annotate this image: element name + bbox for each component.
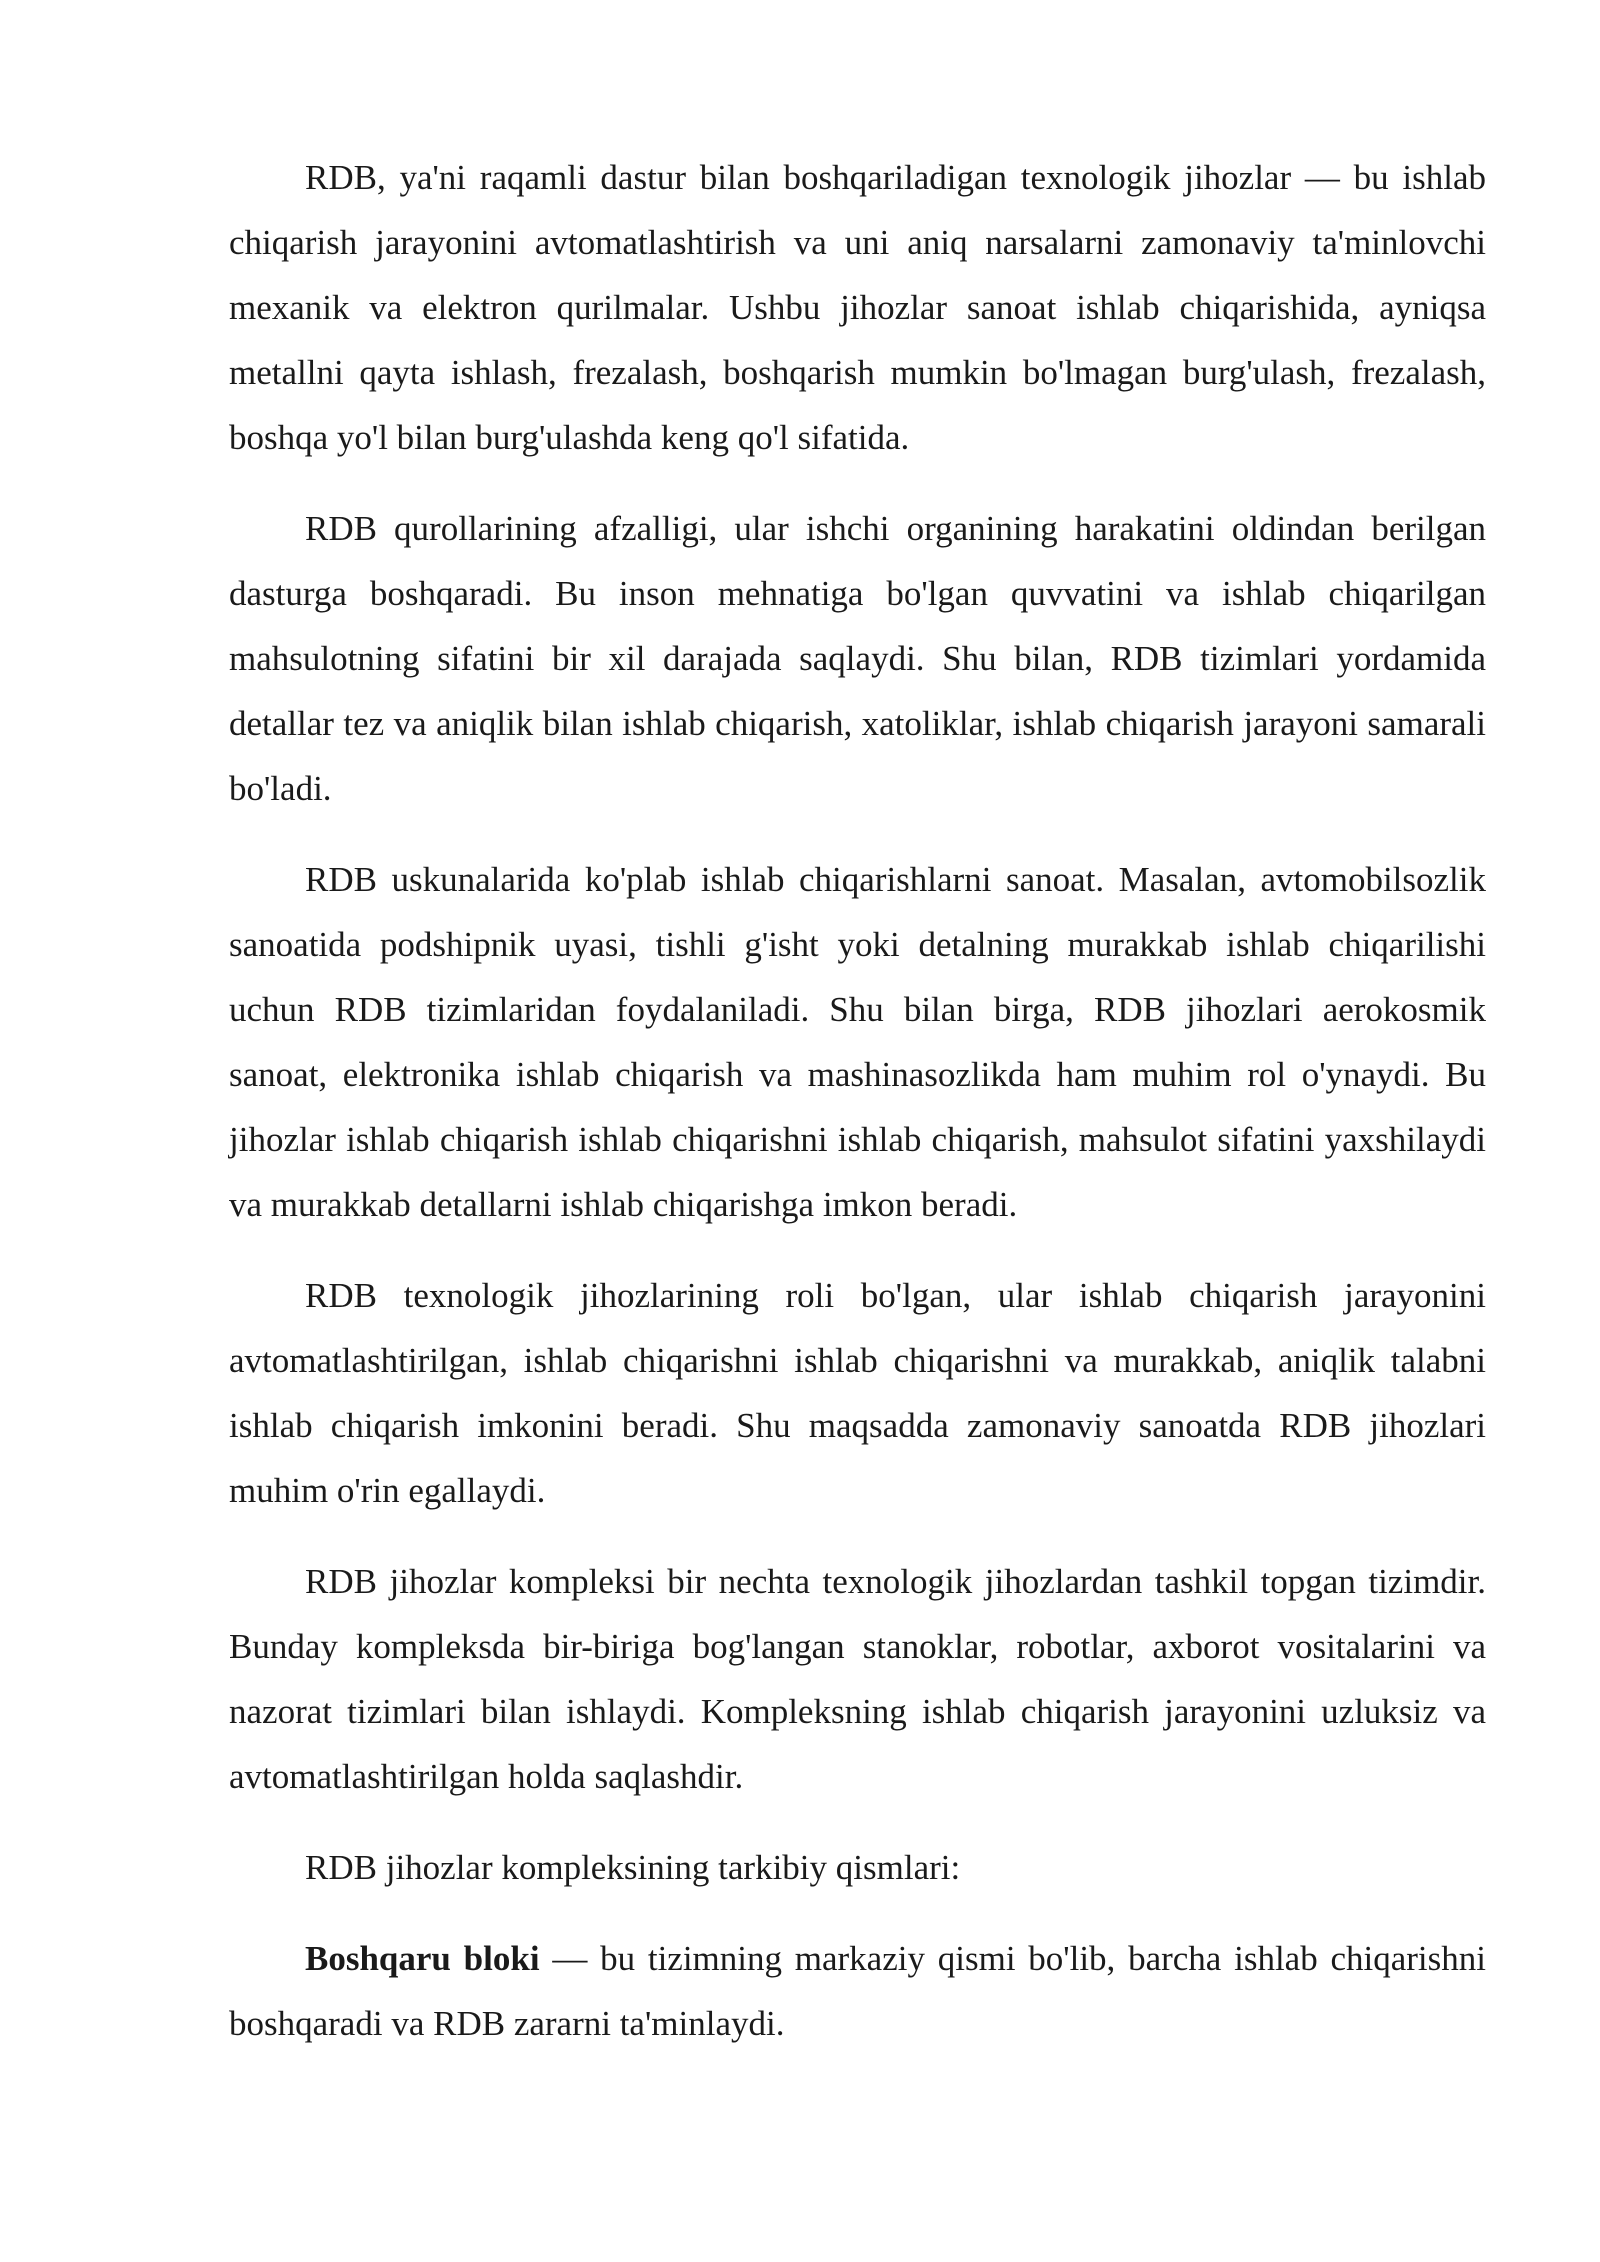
- paragraph-control-block: [229, 1926, 1486, 2056]
- paragraph-rdb-definition: RDB, ya'ni raqamli dastur bilan boshqariladigan texnologik jihozlar — bu ishlab chiqarish jarayonini avtomatlashtirish va uni aniq narsalarni zamonaviy ta'minlovchi mexanik va elektron qurilmalar. Ushbu jihozlar sanoat ishlab chiqarishida, ayniqsa metallni qayta ishlash, frezalash, boshqarish mumkin bo'lmagan burg'ulash, frezalash, boshqa yo'l bilan burg'ulashda keng qo'l sifatida.: [229, 158, 1486, 457]
- paragraph-rdb-advantages: RDB qurollarining afzalligi, ular ishchi organining harakatini oldindan berilgan dasturga boshqaradi. Bu inson mehnatiga bo'lgan quvvatini va ishlab chiqarilgan mahsulotning sifatini bir xil darajada saqlaydi. Shu bilan, RDB tizimlari yordamida detallar tez va aniqlik bilan ishlab chiqarish, xatoliklar, ishlab chiqarish jarayoni samarali bo'ladi.: [229, 509, 1486, 808]
- paragraph-rdb-applications: RDB uskunalarida ko'plab ishlab chiqarishlarni sanoat. Masalan, avtomobilsozlik sanoatida podshipnik uyasi, tishli g'isht yoki detalning murakkab ishlab chiqarilishi uchun RDB tizimlaridan foydalaniladi. Shu bilan birga, RDB jihozlari aerokosmik sanoat, elektronika ishlab chiqarish va mashinasozlikda ham muhim rol o'ynaydi. Bu jihozlar ishlab chiqarish ishlab chiqarishni ishlab chiqarish, mahsulot sifatini yaxshilaydi va murakkab detallarni ishlab chiqarishga imkon beradi.: [229, 860, 1486, 1224]
- document-body: [229, 145, 1486, 2082]
- term-control-block: Boshqaru bloki: [305, 1939, 540, 1978]
- paragraph-rdb-complex: RDB jihozlar kompleksi bir nechta texnologik jihozlardan tashkil topgan tizimdir. Bunday kompleksda bir-biriga bog'langan stanoklar, robotlar, axborot vositalarini va nazorat tizimlari bilan ishlaydi. Kompleksning ishlab chiqarish jarayonini uzluksiz va avtomatlashtirilgan holda saqlashdir.: [229, 1562, 1486, 1796]
- definition-control-block: — bu tizimning markaziy qismi bo'lib, barcha ishlab chiqarishni boshqaradi va RDB zararni ta'minlaydi.: [229, 1939, 1486, 2043]
- paragraph-components-heading: RDB jihozlar kompleksining tarkibiy qismlari:: [305, 1848, 961, 1887]
- paragraph-rdb-role: RDB texnologik jihozlarining roli bo'lgan, ular ishlab chiqarish jarayonini avtomatlashtirilgan, ishlab chiqarishni ishlab chiqarishni va murakkab, aniqlik talabni ishlab chiqarish imkonini beradi. Shu maqsadda zamonaviy sanoatda RDB jihozlari muhim o'rin egallaydi.: [229, 1276, 1486, 1510]
